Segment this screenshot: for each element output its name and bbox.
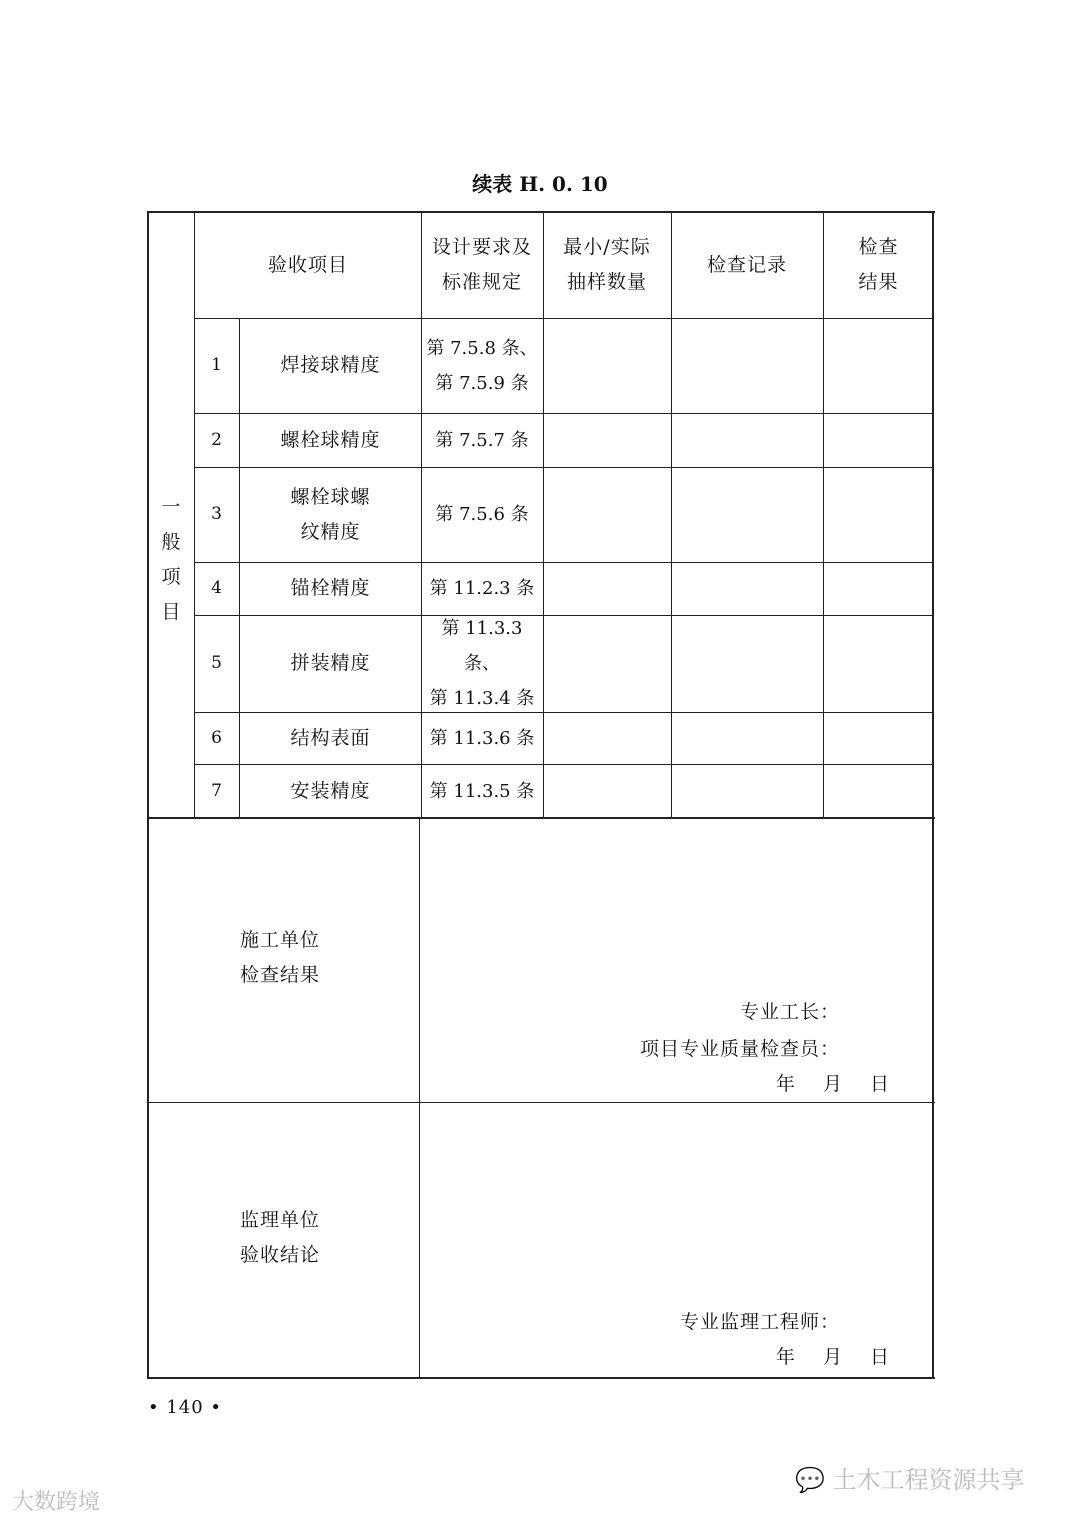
grid-line bbox=[147, 1377, 935, 1379]
row-name-line: 螺栓球螺 bbox=[290, 485, 371, 508]
row-clause-line: 第 11.3.4 条 bbox=[429, 688, 535, 709]
row-name-line: 拼装精度 bbox=[290, 652, 371, 674]
row-name bbox=[240, 318, 421, 413]
row-name-line: 纹精度 bbox=[300, 520, 361, 543]
row-name bbox=[240, 467, 421, 562]
grid-line bbox=[147, 1102, 935, 1103]
contractor-label bbox=[240, 920, 400, 995]
row-name bbox=[240, 413, 421, 467]
engineer-signature: 专业监理工程师： bbox=[679, 1311, 840, 1333]
row-clause bbox=[421, 615, 543, 712]
row-clause bbox=[421, 712, 543, 764]
row-name-line: 螺栓球精度 bbox=[280, 428, 381, 451]
inspector-signature: 项目专业质量检查员： bbox=[639, 1038, 840, 1060]
header-record: 检查记录 bbox=[706, 254, 787, 276]
watermark-right bbox=[795, 1460, 1025, 1495]
supervisor-label-line: 验收结论 bbox=[240, 1243, 321, 1266]
watermark-left: 大数跨境 bbox=[12, 1490, 101, 1515]
group-label-line: 般 bbox=[161, 531, 182, 553]
row-clause bbox=[421, 562, 543, 615]
group-label-line: 一 bbox=[161, 496, 182, 518]
row-clause-line: 第 11.3.6 条 bbox=[429, 727, 535, 749]
row-name bbox=[240, 712, 421, 764]
row-clause-line: 第 11.2.3 条 bbox=[429, 578, 535, 599]
row-clause-line: 第 11.3.3 条、 bbox=[441, 618, 523, 674]
row-number: 1 bbox=[211, 355, 223, 375]
contractor-date: 年 月 日 bbox=[775, 1073, 890, 1095]
row-name-line: 安装精度 bbox=[290, 779, 371, 802]
header-result bbox=[823, 212, 934, 318]
contractor-label-line: 检查结果 bbox=[240, 963, 321, 986]
row-clause-line: 第 7.5.6 条 bbox=[435, 504, 529, 525]
grid-line bbox=[419, 818, 420, 1378]
row-clause bbox=[421, 467, 543, 562]
row-number: 7 bbox=[211, 781, 223, 801]
row-number: 5 bbox=[211, 653, 223, 673]
group-label bbox=[149, 212, 194, 818]
page-number: • 140 • bbox=[148, 1397, 223, 1418]
wechat-icon: 💬 bbox=[795, 1466, 825, 1494]
supervisor-label-line: 监理单位 bbox=[240, 1208, 321, 1231]
header-item: 验收项目 bbox=[267, 254, 348, 276]
row-number: 6 bbox=[211, 728, 223, 748]
row-name-line: 结构表面 bbox=[290, 726, 371, 749]
header-sample-line: 抽样数量 bbox=[566, 271, 647, 293]
watermark-text: 土木工程资源共享 bbox=[832, 1466, 1025, 1494]
table-title: 续表 H. 0. 10 bbox=[472, 172, 608, 196]
header-result-line: 结果 bbox=[858, 271, 899, 293]
header-result-line: 检查 bbox=[858, 236, 899, 258]
row-number: 3 bbox=[211, 504, 223, 524]
header-sample bbox=[543, 212, 671, 318]
row-name bbox=[240, 615, 421, 712]
row-clause bbox=[421, 413, 543, 467]
row-clause-line: 第 7.5.9 条 bbox=[435, 372, 529, 394]
row-name bbox=[240, 562, 421, 615]
row-name-line: 焊接球精度 bbox=[280, 354, 381, 376]
contractor-label-line: 施工单位 bbox=[240, 928, 321, 951]
supervisor-date: 年 月 日 bbox=[775, 1346, 890, 1368]
row-name bbox=[240, 764, 421, 818]
supervisor-label bbox=[240, 1200, 400, 1275]
foreman-signature: 专业工长： bbox=[739, 1001, 840, 1023]
header-sample-line: 最小/实际 bbox=[563, 236, 651, 258]
group-label-line: 项 bbox=[161, 566, 182, 588]
group-label-line: 目 bbox=[161, 601, 182, 623]
row-clause bbox=[421, 764, 543, 818]
header-design-line: 标准规定 bbox=[441, 271, 522, 293]
row-clause bbox=[421, 318, 543, 413]
header-design bbox=[421, 212, 543, 318]
row-clause-line: 第 7.5.8 条、 bbox=[426, 337, 538, 359]
row-number: 2 bbox=[211, 430, 223, 450]
row-clause-line: 第 11.3.5 条 bbox=[429, 780, 535, 802]
grid-line bbox=[932, 211, 934, 1379]
row-clause-line: 第 7.5.7 条 bbox=[435, 429, 529, 451]
header-design-line: 设计要求及 bbox=[431, 236, 532, 258]
row-number: 4 bbox=[211, 578, 223, 598]
row-name-line: 锚栓精度 bbox=[290, 577, 371, 599]
